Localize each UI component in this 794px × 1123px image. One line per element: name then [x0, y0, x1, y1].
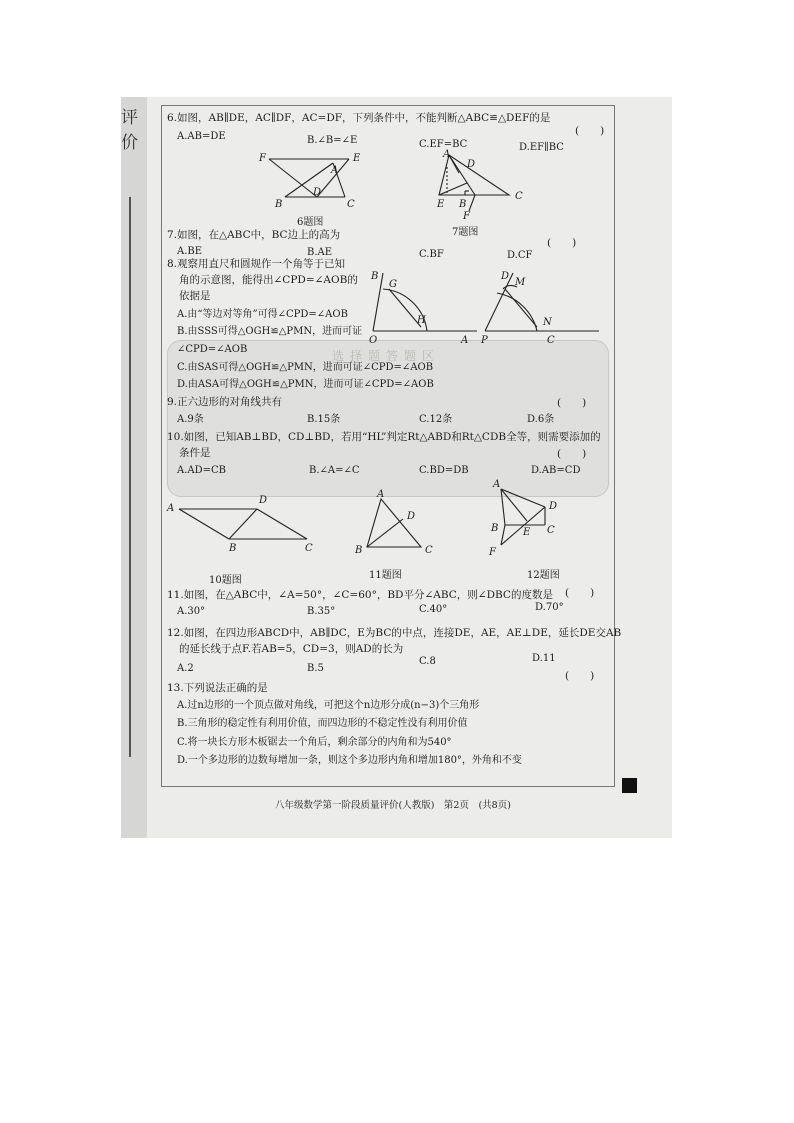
fig6-label-f: F [259, 153, 266, 164]
q11-option-c: C.40° [419, 604, 448, 615]
fig8a-label-h: H [417, 315, 426, 326]
exam-sheet [147, 97, 672, 838]
q11-option-d: D.70° [535, 602, 564, 613]
registration-mark [622, 778, 637, 793]
fig6-label-a: A [331, 165, 339, 176]
q12-stem-line1: 12.如图，在四边形ABCD中，AB∥DC，E为BC的中点，连接DE，AE，AE⊥DE，延长DE交AB [167, 627, 622, 639]
fig8b-label-m: M [515, 277, 526, 288]
q9-option-b: B.15条 [307, 414, 341, 425]
fig11-label-b: B [355, 545, 363, 556]
q9-option-a: A.9条 [177, 414, 204, 425]
q12-option-d: D.11 [532, 653, 556, 664]
fig7-label-f: F [463, 211, 470, 222]
fig10-label-b: B [229, 543, 237, 554]
fig7-label-a: A [443, 149, 451, 160]
q7-paren: ( ) [547, 237, 577, 249]
fig11-label-a: A [377, 489, 385, 500]
q11-paren: ( ) [565, 587, 595, 599]
fig6-label-c: C [347, 199, 355, 210]
fig8b-label-n: N [543, 317, 552, 328]
q11-option-b: B.35° [307, 606, 336, 617]
q10-stem-line1: 10.如图，已知AB⊥BD，CD⊥BD，若用“HL”判定Rt△ABD和Rt△CDB全等，则需要添加的 [167, 431, 601, 443]
fig8a-label-o: O [369, 335, 378, 346]
figure-7 [429, 151, 529, 221]
fig11-caption: 11题图 [369, 570, 402, 581]
fig7-label-b: B [459, 199, 467, 210]
fig8b-label-d: D [501, 271, 510, 282]
q10-paren: ( ) [557, 448, 587, 460]
q9-paren: ( ) [557, 397, 587, 409]
figure-11 [353, 491, 443, 561]
left-border-line [129, 197, 131, 757]
q8-option-c: C.由SAS可得△OGH≌△PMN，进而可证∠CPD=∠AOB [177, 362, 434, 373]
q8-stem-line3: 依据是 [179, 290, 211, 302]
q12-option-b: B.5 [307, 663, 324, 674]
q6-option-d: D.EF∥BC [519, 142, 564, 153]
q8-option-a: A.由“等边对等角”可得∠CPD=∠AOB [177, 309, 348, 320]
fig12-label-c: C [547, 525, 555, 536]
figure-6 [255, 149, 385, 214]
q8-option-d: D.由ASA可得△OGH≌△PMN，进而可证∠CPD=∠AOB [177, 379, 434, 390]
q9-option-d: D.6条 [527, 414, 555, 425]
q10-option-b: B.∠A=∠C [309, 465, 360, 476]
q9-option-c: C.12条 [419, 414, 453, 425]
q11-option-a: A.30° [177, 606, 206, 617]
fig10-label-a: A [167, 503, 175, 514]
fig7-caption: 7题图 [452, 227, 479, 238]
q12-option-c: C.8 [419, 656, 436, 667]
fig8a-label-g: G [389, 279, 397, 290]
q6-option-b: B.∠B=∠E [307, 135, 358, 146]
q11-stem: 11.如图，在△ABC中，∠A=50°，∠C=60°，BD平分∠ABC，则∠DBC的度数是 [167, 589, 553, 601]
adjacent-page-strip [121, 97, 147, 838]
fig11-label-c: C [425, 545, 433, 556]
fig6-caption: 6题图 [297, 217, 324, 228]
fig12-label-b: B [491, 523, 499, 534]
q6-paren: ( ) [575, 125, 605, 137]
q13-stem: 13.下列说法正确的是 [167, 682, 268, 694]
q12-option-a: A.2 [177, 663, 194, 674]
fig10-label-d: D [259, 495, 268, 506]
fig6-label-b: B [275, 199, 283, 210]
q13-option-c: C.将一块长方形木板锯去一个角后，剩余部分的内角和为540° [177, 737, 452, 748]
fig12-label-f: F [489, 547, 496, 558]
page-footer: 八年级数学第一阶段质量评价(人教版) 第2页 (共8页) [275, 800, 511, 811]
q6-stem: 6.如图，AB∥DE，AC∥DF，AC=DF，下列条件中，不能判断△ABC≌△DEF的是 [167, 112, 551, 124]
side-text: 评价 [121, 108, 138, 153]
q6-option-a: A.AB=DE [177, 131, 226, 142]
q13-option-a: A.过n边形的一个顶点做对角线，可把这个n边形分成(n−3)个三角形 [177, 700, 480, 711]
q10-option-c: C.BD=DB [419, 465, 469, 476]
fig10-caption: 10题图 [209, 575, 242, 586]
q8-option-b-line1: B.由SSS可得△OGH≌△PMN，进而可证 [177, 326, 363, 337]
fig12-caption: 12题图 [527, 570, 560, 581]
figure-10 [165, 491, 315, 553]
fig7-label-e: E [437, 199, 445, 210]
q7-stem: 7.如图，在△ABC中，BC边上的高为 [167, 229, 341, 241]
q10-option-d: D.AB=CD [531, 465, 581, 476]
q13-option-b: B.三角形的稳定性有利用价值，而四边形的不稳定性没有利用价值 [177, 718, 468, 729]
photo-region [121, 97, 672, 838]
q10-stem-line2: 条件是 [179, 447, 211, 459]
q7-option-b: B.AE [307, 247, 333, 258]
figure-12 [487, 481, 577, 559]
figure-8-left [369, 267, 479, 345]
q10-option-a: A.AD=CB [177, 465, 227, 476]
q7-option-c: C.BF [419, 249, 444, 260]
fig10-label-c: C [305, 543, 313, 554]
q8-option-b-line2: ∠CPD=∠AOB [177, 344, 248, 355]
fig8a-label-b: B [371, 271, 379, 282]
fig8b-label-p: P [481, 335, 488, 346]
bleed-through-text: 选择题答题区 [331, 349, 440, 363]
fig12-label-a: A [493, 479, 501, 490]
fig7-label-d: D [467, 159, 476, 170]
fig12-label-d: D [549, 501, 558, 512]
fig6-label-e: E [353, 153, 361, 164]
q13-option-d: D.一个多边形的边数每增加一条，则这个多边形内角和增加180°，外角和不变 [177, 755, 522, 766]
figure-8-right [477, 267, 602, 345]
q8-stem-line2: 角的示意图，能得出∠CPD=∠AOB的 [179, 274, 358, 286]
fig11-label-d: D [407, 511, 416, 522]
fig8b-label-c: C [547, 335, 555, 346]
q9-stem: 9.正六边形的对角线共有 [167, 396, 283, 408]
fig12-label-e: E [523, 527, 531, 538]
q7-option-a: A.BE [177, 246, 203, 257]
fig8a-label-a: A [461, 335, 469, 346]
fig7-label-c: C [515, 191, 523, 202]
q6-option-c: C.EF=BC [419, 139, 468, 150]
q7-option-d: D.CF [507, 250, 533, 261]
q12-stem-line2: 的延长线于点F.若AB=5，CD=3，则AD的长为 [179, 643, 404, 655]
q8-stem-line1: 8.观察用直尺和圆规作一个角等于已知 [167, 258, 346, 270]
q12-paren: ( ) [565, 670, 595, 682]
fig6-label-d: D [313, 187, 322, 198]
